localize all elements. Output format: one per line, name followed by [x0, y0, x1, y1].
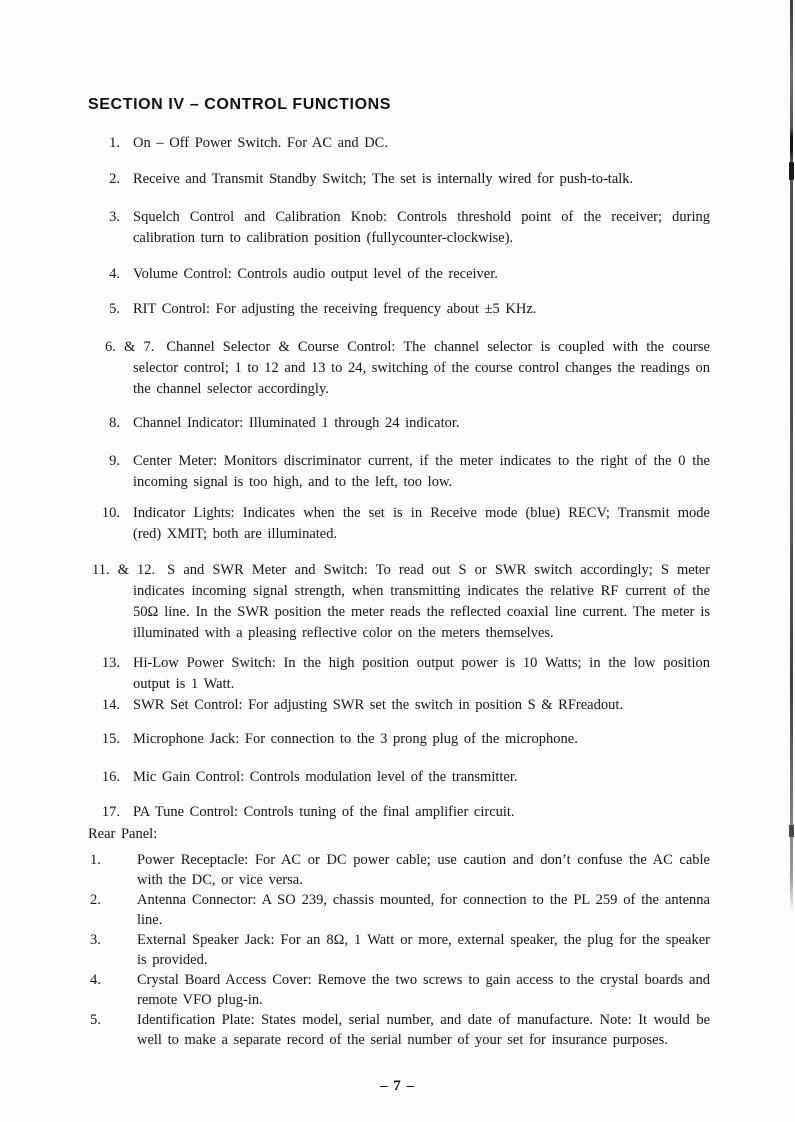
list-item: [88, 850, 710, 890]
item-number: 5.: [90, 1012, 101, 1028]
list-item: [88, 890, 710, 930]
item-text: Volume Control: Controls audio output level of the receiver.: [133, 266, 498, 282]
item-number: 5.: [109, 301, 120, 317]
item-number: 16.: [101, 769, 120, 785]
item-text: Channel Indicator: Illuminated 1 through 24 indicator.: [133, 415, 460, 431]
item-number: 4.: [109, 266, 120, 282]
item-number: 2.: [90, 892, 101, 908]
item-text: External Speaker Jack: For an 8Ω, 1 Watt or more, external speaker, the plug for the speaker is provided.: [137, 932, 710, 968]
item-text: Identification Plate: States model, serial number, and date of manufacture. Note: It would be well to make a separate record of the serial number of your set for insurance purposes.: [137, 1012, 710, 1048]
list-item: [88, 133, 710, 154]
list-item: [88, 264, 710, 285]
scan-artifact-smudge-top: [789, 162, 794, 180]
item-number: 8.: [109, 415, 120, 431]
list-item: [88, 451, 710, 493]
item-text: Mic Gain Control: Controls modulation level of the transmitter.: [133, 769, 518, 785]
item-text: Antenna Connector: A SO 239, chassis mounted, for connection to the PL 259 of the antenna line.: [137, 892, 710, 928]
page-number: – 7 –: [380, 1078, 415, 1094]
list-item: [88, 207, 710, 249]
item-number: 3.: [109, 209, 120, 225]
list-item: [88, 930, 710, 970]
item-number: 10.: [101, 505, 120, 521]
item-number: 1.: [90, 852, 101, 868]
list-item: [88, 560, 710, 644]
list-item: [88, 169, 710, 190]
list-item: [88, 729, 710, 750]
item-text: Squelch Control and Calibration Knob: Controls threshold point of the receiver; during calibration turn to calibration position (fullycounter-clockwise).: [133, 209, 710, 246]
control-functions-list: [88, 133, 710, 1050]
list-item: [88, 970, 710, 1010]
item-number: 4.: [90, 972, 101, 988]
item-text: Receive and Transmit Standby Switch; The set is internally wired for push-to-talk.: [133, 171, 634, 187]
page-content: [88, 94, 710, 1050]
item-number: 9.: [109, 453, 120, 469]
item-text: Crystal Board Access Cover: Remove the two screws to gain access to the crystal boards and remote VFO plug-in.: [137, 972, 710, 1008]
item-number: 17.: [101, 804, 120, 820]
list-item: [88, 695, 710, 716]
item-text: S and SWR Meter and Switch: To read out S or SWR switch accordingly; S meter indicates incoming signal strength, when transmitting indicates the relative RF current of the 50Ω line. In the SWR position the meter reads the reflected coaxial line current. The meter is illuminated with a pleasing reflective color on the meters themselves.: [133, 562, 711, 641]
rear-panel-heading: Rear Panel:: [88, 826, 158, 842]
list-item: [88, 1010, 710, 1050]
item-text: PA Tune Control: Controls tuning of the final amplifier circuit.: [133, 804, 515, 820]
list-item: [88, 299, 710, 320]
item-number: 6. & 7.: [105, 339, 155, 355]
list-item: [88, 767, 710, 788]
item-number: 14.: [101, 697, 120, 713]
item-text: Microphone Jack: For connection to the 3 prong plug of the microphone.: [133, 731, 578, 747]
item-text: On – Off Power Switch. For AC and DC.: [133, 135, 388, 151]
scan-artifact-right-edge-line: [790, 0, 793, 912]
list-item: [88, 337, 710, 400]
item-text: Channel Selector & Course Control: The channel selector is coupled with the course selector control; 1 to 12 and 13 to 24, switching of the course control changes the readings on the channel selector accordingly.: [133, 339, 710, 397]
item-number: 2.: [109, 171, 120, 187]
item-text: RIT Control: For adjusting the receiving frequency about ±5 KHz.: [133, 301, 537, 317]
item-number: 15.: [101, 731, 120, 747]
scan-artifact-smudge-bottom: [789, 825, 794, 837]
item-text: Hi-Low Power Switch: In the high position output power is 10 Watts; in the low position output is 1 Watt.: [133, 655, 710, 692]
section-title: SECTION IV – CONTROL FUNCTIONS: [88, 96, 392, 113]
item-number: 13.: [101, 655, 120, 671]
item-text: Center Meter: Monitors discriminator current, if the meter indicates to the right of the 0 the incoming signal is too high, and to the left, too low.: [133, 453, 710, 490]
item-number: 11. & 12.: [92, 562, 156, 578]
list-item: [88, 503, 710, 545]
item-text: SWR Set Control: For adjusting SWR set the switch in position S & RFreadout.: [133, 697, 624, 713]
list-item: [88, 413, 710, 434]
item-number: 3.: [90, 932, 101, 948]
item-text: Power Receptacle: For AC or DC power cable; use caution and don’t confuse the AC cable with the DC, or vice versa.: [137, 852, 710, 888]
list-item: [88, 802, 710, 823]
item-text: Indicator Lights: Indicates when the set is in Receive mode (blue) RECV; Transmit mode (red) XMIT; both are illuminated.: [133, 505, 710, 542]
item-number: 1.: [109, 135, 120, 151]
rear-panel-list: [88, 850, 710, 1050]
list-item: [88, 653, 710, 695]
